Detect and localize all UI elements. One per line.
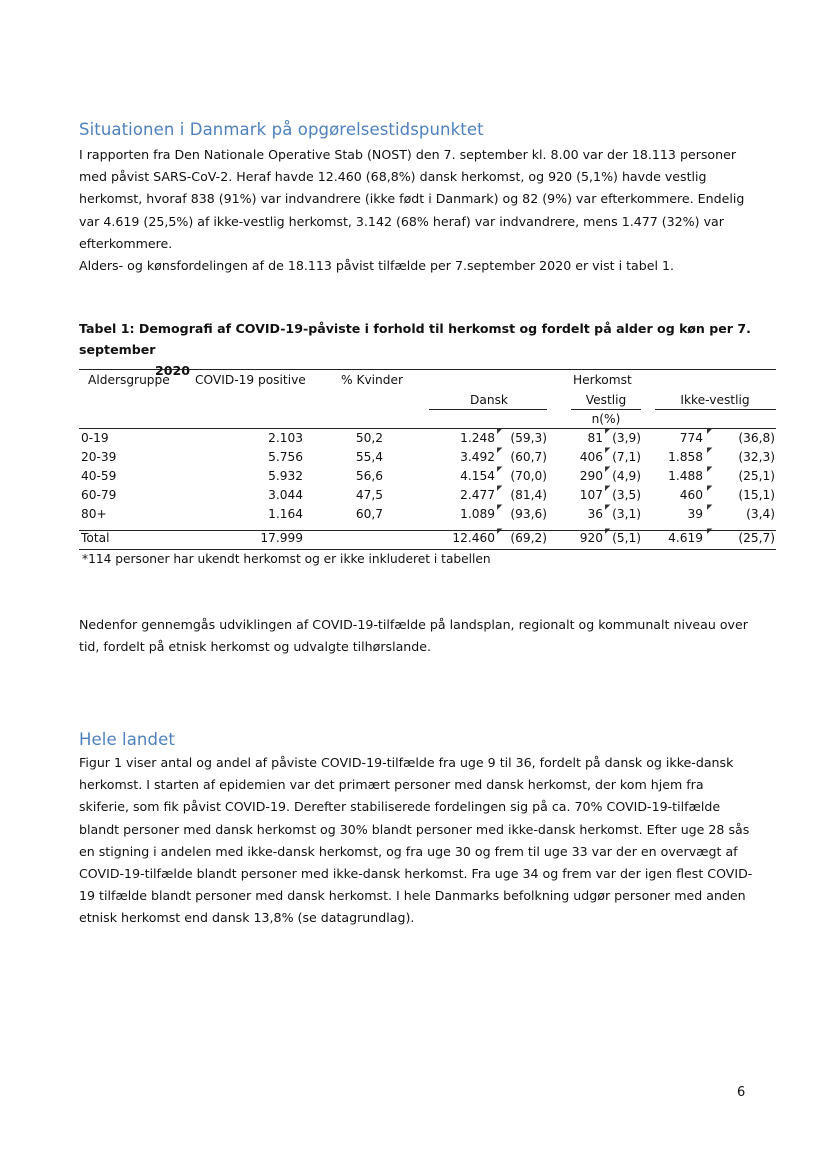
cell-ikke-vestlig-n: 1.858 <box>668 450 703 464</box>
cell-marker-icon: ◤ <box>497 527 503 535</box>
header-ikke-vestlig: Ikke-vestlig <box>680 393 750 407</box>
cell-dansk-pct: (59,3) <box>510 431 547 445</box>
cell-age: Total <box>81 531 110 545</box>
cell-positive: 1.164 <box>268 507 303 521</box>
cell-marker-icon: ◤ <box>605 427 611 435</box>
table-caption <box>79 318 759 381</box>
overview-paragraph: Nedenfor gennemgås udviklingen af COVID-19-tilfælde på landsplan, regionalt og kommunalt niveau over tid, fordelt på etnisk herkomst og udvalgte tilhørslande. <box>79 617 748 655</box>
cell-positive: 3.044 <box>268 488 303 502</box>
cell-marker-icon: ◤ <box>605 484 611 492</box>
cell-vestlig-pct: (3,5) <box>612 488 641 502</box>
cell-vestlig-pct: (5,1) <box>612 531 641 545</box>
ikke-vestlig-rule <box>655 409 776 410</box>
header-age: Aldersgruppe <box>88 373 170 387</box>
cell-marker-icon: ◤ <box>707 427 713 435</box>
hele-landet-paragraph: Figur 1 viser antal og andel af påviste COVID-19-tilfælde fra uge 9 til 36, fordelt på dansk og ikke-dansk herkomst. I starten af epidemien var det primært personer med dansk herkomst, der kom hjem fra skiferie, som fik påvist COVID-19. Derefter stabiliserede fordelingen sig på ca. 70% COVID-19-tilfælde blandt personer med dansk herkomst og 30% blandt personer med ikke-dansk herkomst. Efter uge 28 sås en stigning i andelen med ikke-dansk herkomst, og fra uge 30 og frem til uge 33 var der en overvægt af COVID-19-tilfælde blandt personer med ikke-dansk herkomst. Fra uge 34 og frem var der igen flest COVID-19 tilfælde blandt personer med dansk herkomst. I hele Danmarks befolkning udgør personer med anden etnisk herkomst end dansk 13,8% (se datagrundlag). <box>79 755 753 926</box>
section-heading-situation: Situationen i Danmark på opgørelsestidspunktet <box>79 120 484 139</box>
cell-ikke-vestlig-n: 1.488 <box>668 469 703 483</box>
cell-dansk-pct: (60,7) <box>510 450 547 464</box>
cell-dansk-n: 3.492 <box>460 450 495 464</box>
intro-paragraph: I rapporten fra Den Nationale Operative Stab (NOST) den 7. september kl. 8.00 var der 18.113 personer med påvist SARS-CoV-2. Heraf havde 12.460 (68,8%) dansk herkomst, og 920 (5,1%) havde vestlig herkomst, hvoraf 838 (91%) var indvandrere (ikke født i Danmark) og 82 (9%) var efterkommere. Endelig var 4.619 (25,5%) af ikke-vestlig herkomst, 3.142 (68% heraf) var indvandrere, mens 1.477 (32%) var efterkommere. <box>79 147 745 251</box>
cell-positive: 17.999 <box>260 531 303 545</box>
table-bottom-rule <box>79 549 776 550</box>
table-top-rule <box>79 369 776 370</box>
header-positive: COVID-19 positive <box>195 373 306 387</box>
cell-ikke-vestlig-n: 39 <box>687 507 703 521</box>
cell-marker-icon: ◤ <box>707 465 713 473</box>
cell-vestlig-pct: (4,9) <box>612 469 641 483</box>
cell-positive: 5.756 <box>268 450 303 464</box>
cell-ikke-vestlig-pct: (36,8) <box>738 431 775 445</box>
age-gender-paragraph: Alders- og kønsfordelingen af de 18.113 påvist tilfælde per 7.september 2020 er vist i tabel 1. <box>79 258 675 273</box>
cell-dansk-pct: (81,4) <box>510 488 547 502</box>
cell-dansk-n: 1.248 <box>460 431 495 445</box>
cell-age: 80+ <box>81 507 107 521</box>
cell-age: 60-79 <box>81 488 117 502</box>
cell-ikke-vestlig-pct: (3,4) <box>746 507 775 521</box>
total-top-rule <box>79 530 776 531</box>
cell-vestlig-pct: (3,9) <box>612 431 641 445</box>
cell-ikke-vestlig-n: 4.619 <box>668 531 703 545</box>
cell-vestlig-pct: (3,1) <box>612 507 641 521</box>
cell-marker-icon: ◤ <box>707 446 713 454</box>
cell-marker-icon: ◤ <box>707 484 713 492</box>
cell-dansk-n: 2.477 <box>460 488 495 502</box>
cell-positive: 2.103 <box>268 431 303 445</box>
table-caption-line1: Tabel 1: Demografi af COVID-19-påviste i forhold til herkomst og fordelt på alder og køn per 7. september <box>79 321 751 357</box>
cell-age: 40-59 <box>81 469 117 483</box>
cell-marker-icon: ◤ <box>605 465 611 473</box>
cell-women: 56,6 <box>355 469 383 483</box>
cell-marker-icon: ◤ <box>605 446 611 454</box>
cell-dansk-pct: (93,6) <box>510 507 547 521</box>
cell-marker-icon: ◤ <box>707 527 713 535</box>
cell-marker-icon: ◤ <box>707 503 713 511</box>
header-n-pct: n(%) <box>591 412 621 426</box>
cell-vestlig-n: 107 <box>579 488 603 502</box>
section-heading-hele-landet: Hele landet <box>79 730 175 749</box>
cell-dansk-n: 12.460 <box>452 531 495 545</box>
cell-vestlig-n: 406 <box>579 450 603 464</box>
cell-dansk-n: 4.154 <box>460 469 495 483</box>
cell-dansk-n: 1.089 <box>460 507 495 521</box>
cell-marker-icon: ◤ <box>605 527 611 535</box>
table-caption-line2: 2020 <box>155 363 191 378</box>
cell-age: 20-39 <box>81 450 117 464</box>
dansk-rule <box>429 409 547 410</box>
cell-vestlig-n: 290 <box>579 469 603 483</box>
cell-marker-icon: ◤ <box>497 484 503 492</box>
cell-women: 60,7 <box>355 507 383 521</box>
cell-ikke-vestlig-pct: (15,1) <box>738 488 775 502</box>
cell-marker-icon: ◤ <box>605 503 611 511</box>
cell-ikke-vestlig-n: 460 <box>679 488 703 502</box>
cell-positive: 5.932 <box>268 469 303 483</box>
header-herkomst: Herkomst <box>573 373 632 387</box>
cell-marker-icon: ◤ <box>497 427 503 435</box>
table-footnote: *114 personer har ukendt herkomst og er ikke inkluderet i tabellen <box>82 552 491 566</box>
cell-dansk-pct: (69,2) <box>510 531 547 545</box>
page-number: 6 <box>737 1085 746 1100</box>
header-women: % Kvinder <box>341 373 404 387</box>
header-bottom-rule <box>79 428 776 429</box>
header-dansk: Dansk <box>470 393 508 407</box>
cell-ikke-vestlig-pct: (32,3) <box>738 450 775 464</box>
cell-marker-icon: ◤ <box>497 465 503 473</box>
cell-marker-icon: ◤ <box>497 446 503 454</box>
cell-marker-icon: ◤ <box>497 503 503 511</box>
cell-vestlig-n: 36 <box>587 507 603 521</box>
cell-vestlig-n: 81 <box>587 431 603 445</box>
cell-women: 50,2 <box>355 431 383 445</box>
header-vestlig: Vestlig <box>585 393 627 407</box>
cell-women: 47,5 <box>355 488 383 502</box>
cell-dansk-pct: (70,0) <box>510 469 547 483</box>
cell-ikke-vestlig-n: 774 <box>679 431 703 445</box>
cell-ikke-vestlig-pct: (25,1) <box>738 469 775 483</box>
cell-ikke-vestlig-pct: (25,7) <box>738 531 775 545</box>
cell-women: 55,4 <box>355 450 383 464</box>
cell-vestlig-pct: (7,1) <box>612 450 641 464</box>
cell-age: 0-19 <box>81 431 109 445</box>
vestlig-rule <box>571 409 641 410</box>
cell-vestlig-n: 920 <box>579 531 603 545</box>
